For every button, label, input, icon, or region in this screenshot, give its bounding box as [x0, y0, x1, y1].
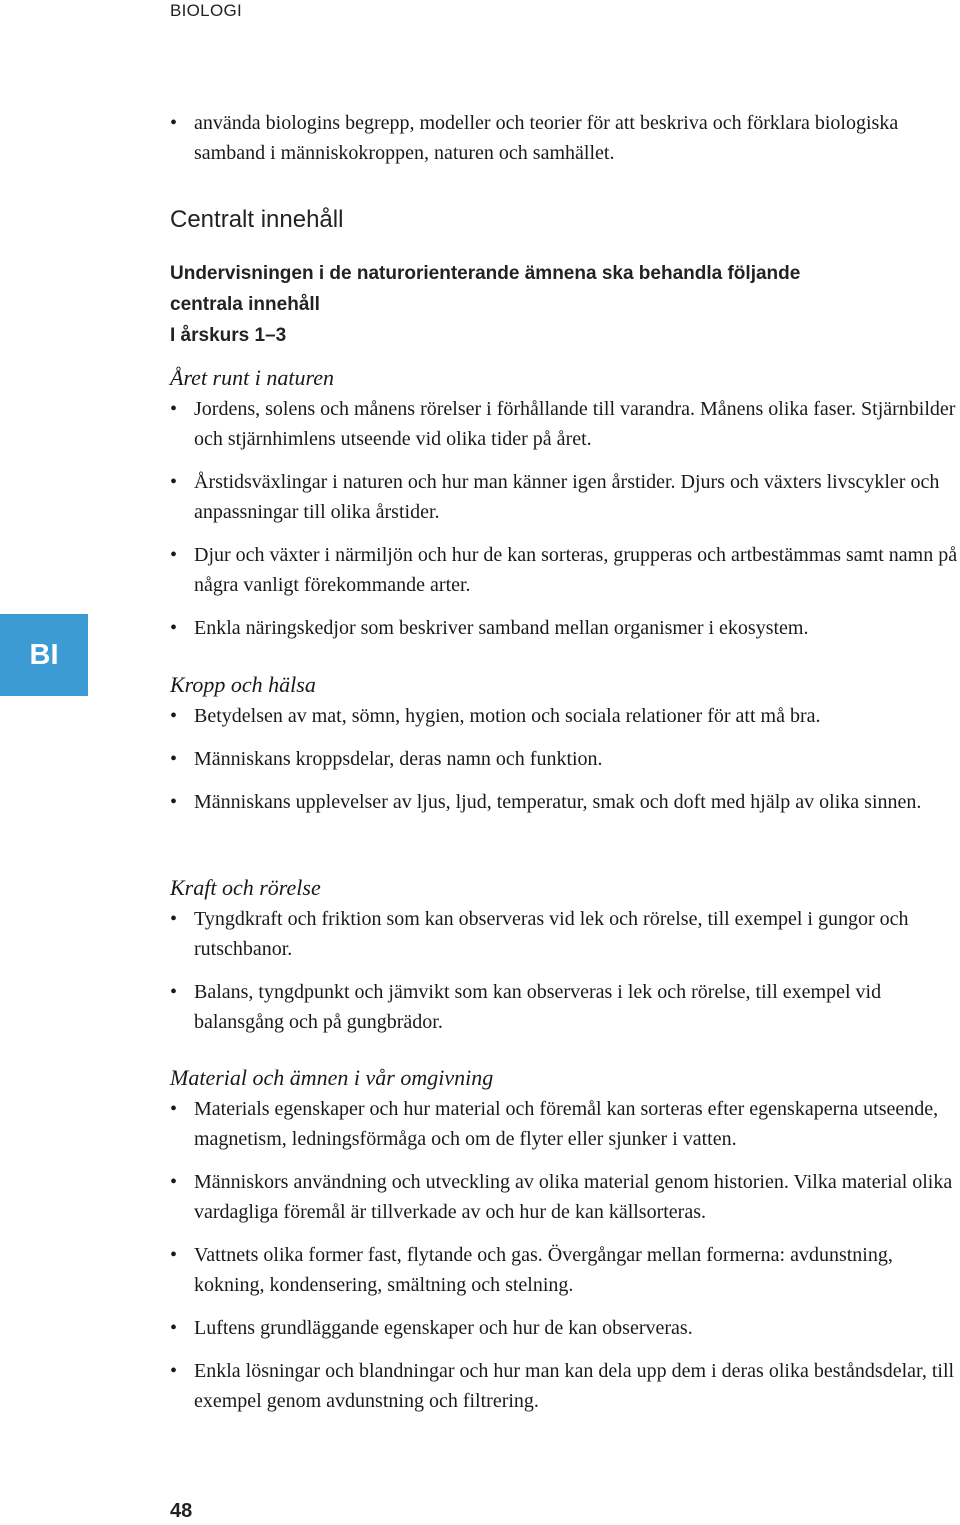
section-subheading: Undervisningen i de naturorienterande ämnena ska behandla följande centrala innehåll: [170, 263, 801, 315]
list-item: • Enkla näringskedjor som beskriver samband mellan organismer i ekosystem.: [170, 613, 960, 643]
section-title: Centralt innehåll: [170, 206, 344, 233]
topic-heading: Material och ämnen i vår omgivning: [170, 1065, 494, 1090]
list-item: • Betydelsen av mat, sömn, hygien, motion och sociala relationer för att må bra.: [170, 701, 960, 731]
list-item: • Luftens grundläggande egenskaper och hur de kan observeras.: [170, 1313, 960, 1343]
running-header: BIOLOGI: [170, 1, 243, 20]
topic-bullet-list: [170, 904, 960, 1037]
topic-heading: Kraft och rörelse: [170, 875, 321, 900]
topic-bullet-list: [170, 701, 960, 817]
list-item: • Djur och växter i närmiljön och hur de kan sorteras, grupperas och artbestämmas samt namn på några vanligt förekommande arter.: [170, 540, 960, 600]
list-item: • Människors användning och utveckling av olika material genom historien. Vilka material olika vardagliga föremål är tillverkade av och hur de kan källsorteras.: [170, 1167, 960, 1227]
topic-heading: Året runt i naturen: [170, 365, 334, 390]
topic-bullet-list: [170, 1094, 960, 1416]
topic-heading: Kropp och hälsa: [170, 672, 316, 697]
list-item: • Jordens, solens och månens rörelser i förhållande till varandra. Månens olika faser. Stjärnbilder och stjärnhimlens utseende vid olika tider på året.: [170, 394, 960, 454]
list-item: • Enkla lösningar och blandningar och hur man kan dela upp dem i deras olika beståndsdelar, till exempel genom avdunstning och filtrering.: [170, 1356, 960, 1416]
list-item: • Människans kroppsdelar, deras namn och funktion.: [170, 744, 960, 774]
grade-heading: I årskurs 1–3: [170, 325, 287, 346]
list-item: • Vattnets olika former fast, flytande och gas. Övergångar mellan formerna: avdunstning, kokning, kondensering, smältning och stelning.: [170, 1240, 960, 1300]
intro-bullet-list: [170, 108, 940, 168]
list-item: • använda biologins begrepp, modeller och teorier för att beskriva och förklara biologiska samband i människokroppen, naturen och samhället.: [170, 108, 940, 168]
list-item: • Materials egenskaper och hur material och föremål kan sorteras efter egenskaperna utseende, magnetism, ledningsförmåga och om de flyter eller sjunker i vatten.: [170, 1094, 960, 1154]
list-item: • Balans, tyngdpunkt och jämvikt som kan observeras i lek och rörelse, till exempel vid balansgång och på gungbrädor.: [170, 977, 960, 1037]
subject-tab-marker: BI: [0, 614, 88, 696]
topic-bullet-list: [170, 394, 960, 643]
list-item: • Årstidsväxlingar i naturen och hur man känner igen årstider. Djurs och växters livscykler och anpassningar till olika årstider.: [170, 467, 960, 527]
list-item: • Människans upplevelser av ljus, ljud, temperatur, smak och doft med hjälp av olika sinnen.: [170, 787, 960, 817]
page-number: 48: [170, 1500, 193, 1522]
list-item: • Tyngdkraft och friktion som kan observeras vid lek och rörelse, till exempel i gungor och rutschbanor.: [170, 904, 960, 964]
